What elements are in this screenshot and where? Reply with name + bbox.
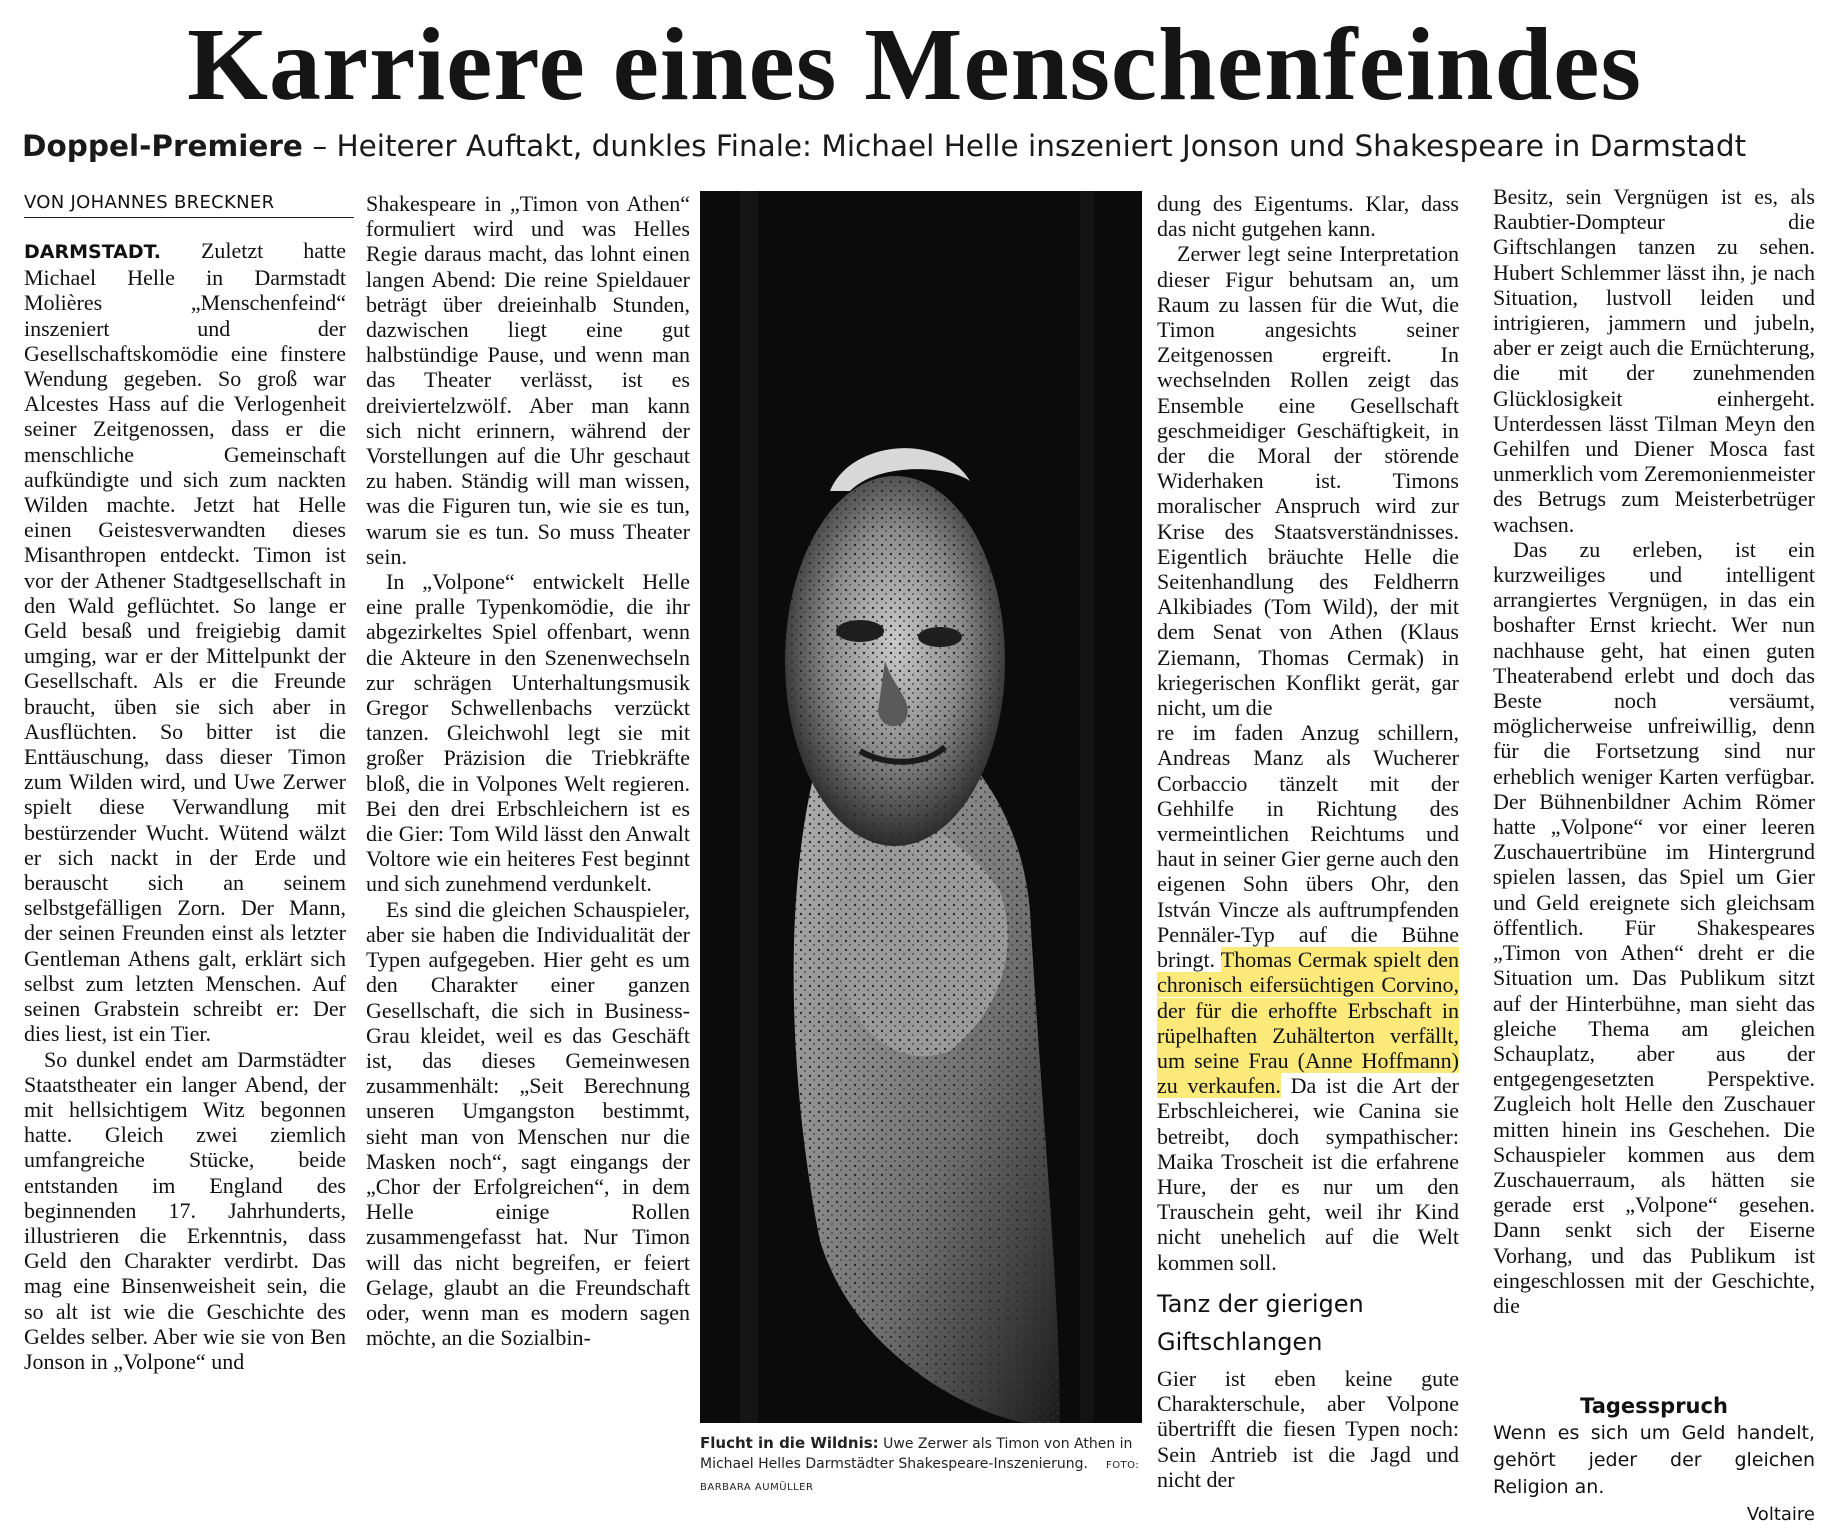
subheadline-kicker: Doppel-Premiere: [22, 129, 303, 163]
dateline: DARMSTADT.: [24, 241, 161, 263]
paragraph: dung des Eigentums. Klar, dass das nicht gutgehen kann.: [1157, 191, 1459, 242]
paragraph: [24, 238, 346, 1047]
article-column-4: [1157, 191, 1459, 1275]
paragraph: So dunkel endet am Darmstädter Staatstheater ein langer Abend, der mit hellsichtigem Witz begonnen hatte. Gleich zwei ziemlich umfangreiche Stücke, beide entstanden im England des beginnenden 17. Jahrhunderts, illustrieren die Erkenntnis, dass Geld den Charakter verdirbt. Das mag eine Binsenweisheit sein, die so alt ist wie die Geschichte des Geldes selber. Aber wie sie von Ben Jonson in „Volpone“ und: [24, 1046, 346, 1374]
paragraph: Gier ist eben keine gute Charakterschule, aber Volpone übertrifft die fiesen Typen noch: Sein Antrieb ist die Jagd und nicht der: [1157, 1366, 1459, 1492]
photo-credit: FOTO: BARBARA AUMÜLLER: [700, 1460, 1140, 1493]
photo-actor-timon: [700, 191, 1142, 1423]
caption-title: Flucht in die Wildnis:: [700, 1434, 879, 1452]
caption-text: Uwe Zerwer als Timon von Athen in Michael Helles Darmstädter Shakespeare-Inszenierung.: [700, 1436, 1133, 1472]
byline: VON JOHANNES BRECKNER: [24, 191, 354, 218]
quote-title: Tagesspruch: [1580, 1394, 1728, 1418]
quote-author: Voltaire: [1746, 1504, 1815, 1525]
article-column-1: [24, 238, 346, 1374]
paragraph: In „Volpone“ entwickelt Helle eine pralle Typenkomödie, die ihr abgezirkeltes Spiel offenbart, wenn die Akteure in den Szenenwechseln zur schrägen Unterhaltungsmusik Gregor Schwellenbachs verzückt tanzen. Gleichwohl legt sie mit großer Präzision die Triebkräfte bloß, die in Volpones Welt regieren. Bei den drei Erbschleichern ist es die Gier: Tom Wild lässt den Anwalt Voltore wie ein heiteres Fest beginnt und sich zunehmend verdunkelt.: [366, 569, 690, 897]
highlighted-text: Thomas Cermak spielt den chronisch eifersüchtigen Corvino, der für die erhoffte Erbschaft in rüpelhaften Zuhälterton verfällt, um seine Frau (Anne Hoffmann) zu verkaufen.: [1157, 947, 1460, 1099]
paragraph-text: Da ist die Art der Erbschleicherei, wie Canina sie betreibt, doch sympathischer: Maika Troscheit ist die erfahrene Hure, der es nur um den Trauschein geht, weil ihr Kind nicht unehelich auf die Welt kommen soll.: [1157, 1073, 1459, 1275]
paragraph-text: Zuletzt hatte Michael Helle in Darmstadt Molières „Menschenfeind“ inszeniert und der Gesellschaftskomödie eine finstere Wendung gegeben. So groß war Alcestes Hass auf die Verlogenheit seiner Zeitgenossen, dass er die menschliche Gemeinschaft aufkündigte und sich zum nackten Wilden machte. Jetzt hat Helle einen Geistesverwandten dieses Misanthropen entdeckt. Timon ist vor der Athener Stadtgesellschaft in den Wald geflüchtet. So lange er Geld besaß und freigiebig damit umging, war er der Mittelpunkt der Gesellschaft. Als er die Freunde braucht, üben sie sich aber in Ausflüchten. So bitter ist die Enttäuschung, dass dieser Timon zum Wilden wird, und Uwe Zerwer spielt diese Verwandlung mit bestürzender Wucht. Wütend wälzt er sich nackt in der Erde und berauscht sich an seinem selbstgefälligen Zorn. Der Mann, der seinen Freunden einst als letzter Gentleman Athens galt, erklärt sich selbst zum letzten Menschen. Auf seinen Grabstein schreibt er: Der dies liest, ist ein Tier.: [24, 238, 346, 1047]
paragraph: Zerwer legt seine Interpretation dieser Figur behutsam an, um Raum zu lassen für die Wut, die Timon angesichts seiner Zeitgenossen ergreift. In wechselnden Rollen zeigt das Ensemble eine Gesellschaft geschmeidiger Geschäftigkeit, in der die Moral der störende Widerhaken ist. Timons moralischer Anspruch wird zur Krise des Staatsverständnisses. Eigentlich bräuchte Helle die Seitenhandlung des Feldherrn Alkibiades (Tom Wild), der mit dem Senat von Athen (Klaus Ziemann, Thomas Cermak) in kriegerischen Konflikt gerät, gar nicht, um die: [1157, 241, 1459, 721]
subheadline: [22, 124, 1822, 168]
article-photo: [700, 191, 1142, 1423]
paragraph: [1157, 720, 1459, 1274]
quote-text: Wenn es sich um Geld handelt, gehört jeder der gleichen Religion an.: [1493, 1422, 1815, 1498]
quote-box: [1493, 1393, 1815, 1528]
paragraph: Besitz, sein Vergnügen ist es, als Raubtier-Dompteur die Giftschlangen tanzen zu sehen. Hubert Schlemmer lässt ihn, je nach Situation, lustvoll leiden und intrigieren, jammern und jubeln, aber er zeigt auch die Ernüchterung, die mit der zunehmenden Glücklosigkeit einhergeht. Unterdessen lässt Tilman Meyn den Gehilfen und Diener Mosca fast unmerklich vom Zeremonienmeister des Betrugs zum Meisterbetrüger wachsen.: [1493, 184, 1815, 537]
subheadline-text: – Heiterer Auftakt, dunkles Finale: Michael Helle inszeniert Jonson und Shakespeare in Darmstadt: [302, 129, 1747, 163]
paragraph: Shakespeare in „Timon von Athen“ formuliert wird und was Helles Regie daraus macht, das lohnt einen langen Abend: Die reine Spieldauer beträgt über dreieinhalb Stunden, dazwischen liegt eine gut halbstündige Pause, und wenn man das Theater verlässt, ist es dreiviertelzwölf. Aber man kann sich nicht erinnern, während der Vorstellungen auf die Uhr geschaut zu haben. Ständig will man wissen, was die Figuren tun, wie sie es tun, warum sie es tun. So muss Theater sein.: [366, 191, 690, 569]
paragraph: Das zu erleben, ist ein kurzweiliges und intelligent arrangiertes Vergnügen, in das ein boshafter Ernst kriecht. Wer nun nachhause geht, hat einen guten Theaterabend erlebt und doch das Beste noch versäumt, möglicherweise unfreiwillig, denn für die Fortsetzung sind nur erheblich weniger Karten verfügbar. Der Bühnenbildner Achim Römer hatte „Volpone“ vor einer leeren Zuschauertribüne im Hintergrund spielen lassen, das Spiel um Gier und Geld ereignete sich gleichsam öffentlich. Für Shakespeares „Timon von Athen“ dreht er die Situation um. Das Publikum sitzt auf der Hinterbühne, man sieht das gleiche Thema am gleichen Schauplatz, aber aus der entgegengesetzten Perspektive. Zugleich holt Helle den Zuschauer mitten hinein ins Geschehen. Die Schauspieler kommen aus dem Zuschauerraum, als hätten sie gerade erst „Volpone“ gesehen. Dann senkt sich der Eiserne Vorhang, und das Publikum ist eingeschlossen mit der Geschichte, die: [1493, 536, 1815, 1318]
photo-caption: [700, 1433, 1142, 1498]
article-column-2: [366, 191, 690, 1350]
article-column-4-continued: [1157, 1366, 1459, 1492]
paragraph: Es sind die gleichen Schauspieler, aber sie haben die Individualität der Typen aufgegeben. Hier geht es um den Charakter einer ganzen Gesellschaft, die sich in Business-Grau kleidet, weil es das Geschäft ist, das dieses Gemeinwesen zusammenhält: „Seit Berechnung unseren Umgangston bestimmt, sieht man von Menschen nur die Masken noch“, sagt eingangs der „Chor der Erfolgreichen“, in dem Helle einige Rollen zusammengefasst hat. Nur Timon will das nicht begreifen, er feiert Gelage, glaubt an die Freundschaft oder, wenn man es modern sagen möchte, an die Sozialbin-: [366, 896, 690, 1351]
section-subhead: Tanz der gierigen Giftschlangen: [1157, 1290, 1364, 1356]
paragraph-text: re im faden Anzug schillern, Andreas Manz als Wucherer Corbaccio tänzelt mit der Gehhilfe in Richtung des vermeintlichen Reichtums und haut in seiner Gier gerne auch den eigenen Sohn übers Ohr, den István Vincze als auftrumpfenden Pennäler-Typ auf die Bühne bringt.: [1157, 720, 1459, 973]
article-column-5: [1493, 184, 1815, 1318]
headline: Karriere eines Menschenfeindes: [187, 7, 1642, 122]
